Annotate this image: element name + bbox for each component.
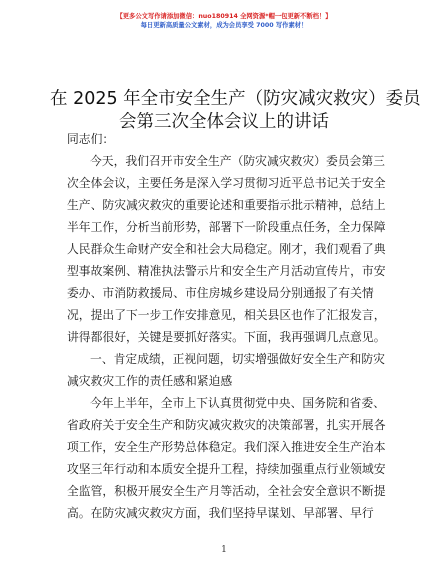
salutation: 同志们：: [67, 132, 115, 146]
paragraph-2-line: 高。在防灾减灾救灾方面，我们坚持早谋划、早部署、早行: [67, 506, 374, 520]
paragraph-1-line: 生产、防灾减灾救灾的重要论述和重要指示批示精神，总结上: [67, 198, 386, 212]
promo-banner-line-1: 【更多公文写作请添加微信：nuo180914 全网资源*帽一包更新不断档！】: [116, 13, 332, 20]
paragraph-1-line: 人民群众生命财产安全和社会大局稳定。刚才，我们观看了典: [67, 242, 386, 256]
paragraph-2-line: 今年上半年，全市上下认真贯彻党中央、国务院和省委、: [90, 396, 385, 410]
paragraph-2-line: 全监管，积极开展安全生产月等活动，全社会安全意识不断提: [67, 484, 386, 498]
promo-banner: [0, 12, 448, 31]
paragraph-1-line: 型事故案例、精准执法警示片和安全生产月活动宣传片，市安: [67, 264, 386, 278]
paragraph-1-line: 况，提出了下一步工作安排意见，相关县区也作了汇报发言，: [67, 308, 386, 322]
section-heading-line: 一、肯定成绩，正视问题，切实增强做好安全生产和防灾: [90, 352, 385, 366]
document-title-line-2: 会第三次全体会议上的讲话: [119, 112, 329, 132]
document-body: [67, 128, 395, 524]
paragraph-1-line: 次全体会议，主要任务是深入学习贯彻习近平总书记关于安全: [67, 176, 386, 190]
paragraph-2-line: 省政府关于安全生产和防灾减灾救灾的决策部署，扎实开展各: [67, 418, 386, 432]
paragraph-1-line: 讲得都很好，关键是要抓好落实。下面，我再强调几点意见。: [67, 330, 386, 344]
document-title-line-1: 在 2025 年全市安全生产（防灾减灾救灾）委员: [50, 89, 421, 109]
paragraph-2-line: 攻坚三年行动和本质安全提升工程，持续加强重点行业领域安: [67, 462, 386, 476]
promo-banner-line-2: 每日更新高质量公文素材，成为会员享受 7000 写作素材！: [140, 22, 308, 29]
paragraph-1-line: 今天，我们召开市安全生产（防灾减灾救灾）委员会第三: [90, 154, 385, 168]
paragraph-1-line: 半年工作，分析当前形势，部署下一阶段重点任务，全力保障: [67, 220, 386, 234]
section-heading-line: 减灾救灾工作的责任感和紧迫感: [67, 374, 233, 388]
paragraph-2-line: 项工作，安全生产形势总体稳定。我们深入推进安全生产治本: [67, 440, 386, 454]
page-number: 1: [221, 545, 227, 555]
paragraph-1-line: 委办、市消防救援局、市住房城乡建设局分别通报了有关情: [67, 286, 374, 300]
